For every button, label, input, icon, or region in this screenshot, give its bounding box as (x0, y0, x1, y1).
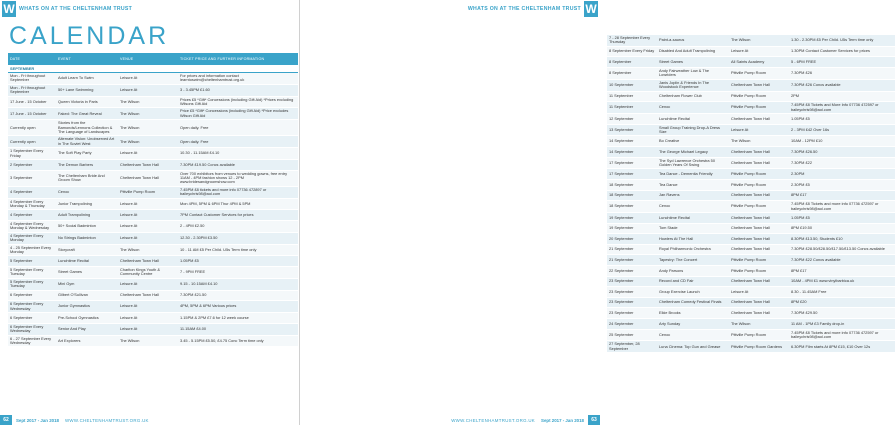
cell-date: 8 September (607, 68, 657, 80)
cell-event: Pre-School Gymnastics (56, 313, 118, 324)
table-row (607, 35, 895, 46)
cell-date: 11 September (607, 102, 657, 114)
cell-venue: Cheltenham Town Hall (729, 308, 789, 319)
cell-venue: The Wilson (118, 136, 178, 148)
table-row (8, 244, 298, 256)
col-header-date: DATE (8, 53, 56, 65)
cell-info: 7PM Contact Customer Services for prices (178, 210, 298, 221)
cell-date: Mon - Fri throughout September (8, 84, 56, 96)
cell-info: 1.30PM Contact Customer Services for prices (789, 46, 895, 57)
cell-info: For prices and information contact learntoswim@cheltenhamtrust.org.uk (178, 72, 298, 84)
col-header-info: TICKET PRICE AND FURTHER INFORMATION (178, 53, 298, 65)
cell-info: Over 700 exhibitors from venues to wedding gowns, free entry 11AM - 4PM fashion shows 12 - 2PM www.bridesandgroomshow.com (178, 170, 298, 186)
cell-info: 7.45PM £8 tickets and more info 07736 472897 or baileychris98@aol.com (178, 186, 298, 198)
cell-event: Luna Cinema: Top Gun and Grease (657, 341, 729, 353)
table-row (607, 124, 895, 136)
table-row (607, 341, 895, 353)
cell-date: 22 September (607, 266, 657, 277)
cell-info: 7.30PM £21.50 (178, 290, 298, 301)
cell-info: 7.30PM £26 (789, 68, 895, 80)
cell-date: 17 September (607, 157, 657, 169)
cell-date: 5 September Every Tuesday (8, 278, 56, 290)
cell-event: Junior Gymnastics (56, 301, 118, 313)
cell-date: 2 September (8, 160, 56, 171)
cell-info: 9.15 - 10.15AM £4.10 (178, 278, 298, 290)
cell-event: Adult Learn To Swim (56, 72, 118, 84)
page-title: CALENDAR (9, 22, 170, 50)
cell-event: Elkie Brooks (657, 308, 729, 319)
table-row (607, 234, 895, 245)
table-row (8, 84, 298, 96)
cell-info: 1.15PM & 2PM £7.6 for 12 week course (178, 313, 298, 324)
cell-date: 17 September (607, 169, 657, 180)
left-page (0, 0, 300, 425)
cell-date: 17 June - 15 October (8, 96, 56, 108)
cell-info: 7.30PM £22 (789, 157, 895, 169)
cell-event: Junior Trampolining (56, 198, 118, 210)
cell-venue: Cheltenham Town Hall (729, 223, 789, 234)
cell-info: 7.30PM £22 Concs available (789, 255, 895, 266)
cell-event: The Syd Lawrence Orchestra 50 Golden Years Of Swing (657, 157, 729, 169)
table-row (8, 186, 298, 198)
cell-info: 4PM, 5PM & 6PM Various prices (178, 301, 298, 313)
cell-event: Jan Ravens (657, 190, 729, 201)
cell-event: Tom Stade (657, 223, 729, 234)
cell-info: 10.30 - 11.15AM £4.10 (178, 148, 298, 160)
cell-venue: Leisure At (729, 287, 789, 298)
cell-info: 8.30 - 11.45AM Free (789, 287, 895, 298)
table-row (607, 169, 895, 180)
w-logo-icon: W (585, 2, 597, 16)
table-row (8, 313, 298, 324)
cell-date: 19 September (607, 213, 657, 224)
cell-date: 18 September (607, 180, 657, 191)
table-row (607, 297, 895, 308)
cell-event: Record and CD Fair (657, 276, 729, 287)
table-row (607, 213, 895, 224)
right-header (300, 0, 600, 18)
cell-date: 23 September (607, 276, 657, 287)
cell-event: Cenoc (657, 329, 729, 341)
cell-venue: Cheltenham Town Hall (729, 234, 789, 245)
cell-info: 7.30PM £29.50 (789, 308, 895, 319)
table-row (8, 96, 298, 108)
table-row (607, 287, 895, 298)
cell-venue: The Wilson (729, 35, 789, 46)
cell-info: 10AM - 4PM £1 www.vinylbarbica.uk (789, 276, 895, 287)
table-row (8, 72, 298, 84)
cell-event: Cenoc (56, 186, 118, 198)
cell-venue: Cheltenham Town Hall (729, 114, 789, 125)
table-row (607, 180, 895, 191)
table-row (607, 308, 895, 319)
cell-date: 3 September (8, 170, 56, 186)
cell-event: Stories from the Bamonds/Lennons Collection & The Language of Landscapes (56, 120, 118, 136)
table-row (607, 201, 895, 213)
table-row (607, 102, 895, 114)
cell-date: Mon - Fri throughout September (8, 72, 56, 84)
cell-date: 14 September (607, 136, 657, 147)
cell-info: 7.30PM £26 Concs available (789, 79, 895, 91)
table-row (8, 278, 298, 290)
footer-date: Sept 2017 - Jan 2018 (16, 417, 59, 423)
cell-date: 4 September Every Monday & Thursday (8, 198, 56, 210)
table-row (607, 223, 895, 234)
cell-event: Howlers At The Hall (657, 234, 729, 245)
cell-venue: Pittville Pump Room (729, 169, 789, 180)
cell-venue: Cheltenham Town Hall (118, 170, 178, 186)
table-row (8, 221, 298, 233)
cell-venue: All Saints Academy (729, 57, 789, 68)
cell-date: 4 - 25 September Every Monday (8, 244, 56, 256)
cell-event: Adult Trampolining (56, 210, 118, 221)
cell-date: 6 September Every Wednesday (8, 301, 56, 313)
table-row (607, 136, 895, 147)
cell-date: 4 September (8, 186, 56, 198)
cell-info: 3 - 3.45PM £1.60 (178, 84, 298, 96)
cell-event: Disabled And Adult Trampolining (657, 46, 729, 57)
cell-info: Mon 4PM, 5PM & 6PM Thur 4PM & 5PM (178, 198, 298, 210)
cell-event: Storycraft (56, 244, 118, 256)
cell-event: Janis Joplin & Friends In The Woodstock Experience (657, 79, 729, 91)
cell-venue: Cheltenham Town Hall (118, 290, 178, 301)
footer-date: Sept 2017 - Jan 2018 (541, 417, 584, 423)
cell-event: Tea Dance - Dementia Friendly (657, 169, 729, 180)
calendar-table-right (607, 35, 895, 353)
cell-date: 11 September (607, 91, 657, 102)
cell-venue: Leisure At (118, 301, 178, 313)
cell-info: 7.45PM £8 Tickets and more info 07736 472597 or baileychris98@aol.com (789, 329, 895, 341)
table-row (607, 244, 895, 255)
cell-date: 5 September Every Tuesday (8, 267, 56, 279)
cell-date: 23 September (607, 308, 657, 319)
cell-event: The George Michael Legacy (657, 147, 729, 158)
table-row (8, 136, 298, 148)
table-row (607, 68, 895, 80)
cell-date: 19 September (607, 223, 657, 234)
table-row (607, 255, 895, 266)
cell-venue: Leisure At (118, 221, 178, 233)
cell-date: 18 September (607, 201, 657, 213)
cell-date: 8 September (607, 57, 657, 68)
table-row (607, 91, 895, 102)
cell-venue: Cheltenham Town Hall (118, 160, 178, 171)
cell-venue: The Wilson (118, 108, 178, 120)
left-footer (0, 415, 299, 425)
cell-info: 7.45PM £8 Tickets and More Info 07736 472597 or baileychris98@aol.com (789, 102, 895, 114)
cell-event: Paint-a-saurus (657, 35, 729, 46)
cell-info: 8.30PM £13.50, Students £10 (789, 234, 895, 245)
footer-url[interactable]: WWW.CHELTENHAMTRUST.ORG.UK (64, 417, 149, 423)
table-row (8, 301, 298, 313)
cell-event: Bo Creative (657, 136, 729, 147)
cell-date: 27 September, 28 September (607, 341, 657, 353)
cell-date: 14 September (607, 147, 657, 158)
cell-info: 2 - 4PM £2.50 (178, 221, 298, 233)
cell-info: Price £5 *Gift* Concessions (including Gift Aid) *Price excludes Wilson Gift Aid (178, 108, 298, 120)
cell-info: 7.30PM £26.50 (789, 147, 895, 158)
cell-event: 50+ Lane Swimming (56, 84, 118, 96)
cell-info: 5 - 6PM FREE (789, 57, 895, 68)
cell-venue: Leisure At (729, 124, 789, 136)
cell-date: 5 September (8, 256, 56, 267)
cell-venue: Cheltenham Town Hall (729, 276, 789, 287)
table-row (8, 120, 298, 136)
cell-event: No Strings Badminton (56, 232, 118, 244)
cell-date: 8 September Every Friday (607, 46, 657, 57)
calendar-table-left (8, 53, 298, 347)
cell-date: 24 September (607, 318, 657, 329)
cell-venue: Pittville Pump Room (729, 201, 789, 213)
cell-venue: Cheltenham Town Hall (729, 157, 789, 169)
cell-event: Faked: The Great Reveal (56, 108, 118, 120)
cell-info: 8PM £19.50 (789, 223, 895, 234)
cell-date: 4 September Every Monday & Wednesday (8, 221, 56, 233)
cell-date: 25 September (607, 329, 657, 341)
cell-info: 2 - 3PM £42 Over 16s (789, 124, 895, 136)
right-page (300, 0, 885, 425)
cell-info: 7.45PM £8 Tickets and more info 07736 472597 or baileychris98@aol.com (789, 201, 895, 213)
cell-info: 2.30PM (789, 169, 895, 180)
table-row (8, 335, 298, 347)
table-row (607, 57, 895, 68)
cell-event: Senior And Play (56, 323, 118, 335)
cell-info: 8PM £17 (789, 266, 895, 277)
w-logo-icon: W (3, 2, 15, 16)
cell-event: Queen Victoria in Paris (56, 96, 118, 108)
table-row (8, 267, 298, 279)
cell-date: 23 September (607, 297, 657, 308)
table-row (8, 160, 298, 171)
cell-info: 11.15AM £4.00 (178, 323, 298, 335)
cell-date: 21 September (607, 244, 657, 255)
cell-date: 4 September Every Monday (8, 232, 56, 244)
table-row (8, 148, 298, 160)
header-text: WHATS ON AT THE CHELTENHAM TRUST (467, 6, 581, 12)
cell-venue: The Wilson (118, 120, 178, 136)
cell-venue: Leisure At (118, 198, 178, 210)
page-number: 63 (588, 415, 600, 425)
cell-event: Cheltenham Comedy Festival Finals (657, 297, 729, 308)
section-row (8, 65, 298, 72)
cell-venue: Pittville Pump Room (118, 186, 178, 198)
cell-date: 6 - 27 September Every Wednesday (8, 335, 56, 347)
table-row (8, 210, 298, 221)
cell-info: 8PM £20 (789, 297, 895, 308)
cell-event: Royal Philharmonic Orchestra (657, 244, 729, 255)
cell-venue: The Wilson (118, 96, 178, 108)
cell-date: Currently open (8, 136, 56, 148)
cell-venue: Pittville Pump Room (729, 329, 789, 341)
table-row (607, 276, 895, 287)
cell-venue: The Wilson (118, 335, 178, 347)
cell-venue: Leisure At (118, 232, 178, 244)
table-row (8, 256, 298, 267)
cell-venue: The Wilson (729, 136, 789, 147)
cell-info: Open daily. Free (178, 136, 298, 148)
cell-date: 4 September (8, 210, 56, 221)
cell-venue: Charlton Kings Youth & Community Centre (118, 267, 178, 279)
cell-event: Cheltenham Flower Club (657, 91, 729, 102)
cell-date: 23 September (607, 287, 657, 298)
cell-venue: Cheltenham Town Hall (729, 213, 789, 224)
cell-event: The Demon Barbers (56, 160, 118, 171)
cell-date: 17 June - 15 October (8, 108, 56, 120)
cell-venue: Cheltenham Town Hall (729, 190, 789, 201)
cell-event: Small Group Training Drop-A Dress Size (657, 124, 729, 136)
cell-event: The Cheltenham Bride And Groom Show (56, 170, 118, 186)
cell-event: Cenoc (657, 201, 729, 213)
cell-info: 10 - 11 AM £5 Per Child. U5s Term time only (178, 244, 298, 256)
cell-event: Tapestry: The Concert (657, 255, 729, 266)
table-row (8, 198, 298, 210)
table-row (8, 232, 298, 244)
cell-event: Mini Gym (56, 278, 118, 290)
cell-info: 10AM - 12PM £10 (789, 136, 895, 147)
cell-event: The Soft Play Party (56, 148, 118, 160)
table-row (607, 79, 895, 91)
table-row (607, 190, 895, 201)
cell-date: 7 - 28 September Every Thursday (607, 35, 657, 46)
cell-venue: Cheltenham Town Hall (729, 147, 789, 158)
cell-info: 12.30 - 2.30PM £3.50 (178, 232, 298, 244)
cell-date: 18 September (607, 190, 657, 201)
cell-date: 21 September (607, 255, 657, 266)
cell-event: Tea Dance (657, 180, 729, 191)
cell-event: Lunchtime Recital (657, 114, 729, 125)
cell-event: Cenoc (657, 102, 729, 114)
cell-venue: Leisure At (729, 46, 789, 57)
cell-event: Street Games (657, 57, 729, 68)
cell-venue: Cheltenham Town Hall (729, 297, 789, 308)
cell-date: 10 September (607, 79, 657, 91)
cell-date: 6 September Every Wednesday (8, 323, 56, 335)
cell-event: Group Exercise Launch (657, 287, 729, 298)
cell-event: Gilbert O'Sullivan (56, 290, 118, 301)
cell-venue: Leisure At (118, 84, 178, 96)
cell-date: 6 September (8, 290, 56, 301)
cell-venue: Pittville Pump Room Gardens (729, 341, 789, 353)
cell-event: Lunchtime Recital (657, 213, 729, 224)
cell-event: Art Explorers (56, 335, 118, 347)
cell-info: 1.05PM £5 (789, 213, 895, 224)
cell-date: 12 September (607, 114, 657, 125)
cell-venue: The Wilson (729, 318, 789, 329)
table-row (607, 114, 895, 125)
cell-date: Currently open (8, 120, 56, 136)
cell-venue: Leisure At (118, 72, 178, 84)
cell-date: 13 September (607, 124, 657, 136)
cell-event: Street Games (56, 267, 118, 279)
cell-info: 2PM (789, 91, 895, 102)
cell-info: 1.05PM £5 (789, 114, 895, 125)
table-row (8, 290, 298, 301)
cell-venue: Cheltenham Town Hall (118, 256, 178, 267)
cell-event: 50+ Social Badminton (56, 221, 118, 233)
cell-date: 20 September (607, 234, 657, 245)
cell-venue: Pittville Pump Room (729, 180, 789, 191)
cell-info: 3.45 - 5.15PM £5.50, £4.75 Conc Term time only (178, 335, 298, 347)
table-row (607, 329, 895, 341)
cell-venue: The Wilson (118, 244, 178, 256)
cell-venue: Pittville Pump Room (729, 266, 789, 277)
table-row (607, 157, 895, 169)
section-label: SEPTEMBER (8, 65, 298, 72)
cell-info: Open daily. Free (178, 120, 298, 136)
cell-event: Andy Parsons (657, 266, 729, 277)
table-header-row (8, 53, 298, 65)
footer-url[interactable]: WWW.CHELTENHAMTRUST.ORG.UK (451, 417, 536, 423)
cell-info: 6.30PM Film starts At 8PM £15, £10 Over 12s (789, 341, 895, 353)
cell-event: Alternate Vision: Unobserved Art in The Soviet West (56, 136, 118, 148)
page-number: 62 (0, 415, 12, 425)
cell-info: 8PM £17 (789, 190, 895, 201)
cell-venue: Leisure At (118, 278, 178, 290)
cell-info: 1.30 - 2.30PM £5 Per Child. U5s Term time only (789, 35, 895, 46)
cell-info: 7.30PM £28.50/£28.50/£17.50/£13.50 Concs available (789, 244, 895, 255)
col-header-venue: VENUE (118, 53, 178, 65)
table-row (607, 266, 895, 277)
table-row (8, 323, 298, 335)
left-header (0, 0, 299, 18)
cell-info: 2.30PM £5 (789, 180, 895, 191)
table-row (607, 318, 895, 329)
table-row (8, 170, 298, 186)
cell-info: 1.05PM £5 (178, 256, 298, 267)
cell-date: 1 September Every Friday (8, 148, 56, 160)
table-row (8, 108, 298, 120)
cell-info: Prices £5 *Gift* Concessions (including Gift Aid) *Prices excluding Wilsons Gift Aid (178, 96, 298, 108)
cell-venue: Pittville Pump Room (729, 255, 789, 266)
cell-venue: Pittville Pump Room (729, 68, 789, 80)
cell-venue: Leisure At (118, 323, 178, 335)
cell-venue: Leisure At (118, 210, 178, 221)
cell-venue: Pittville Pump Room (729, 102, 789, 114)
cell-venue: Leisure At (118, 148, 178, 160)
right-footer (300, 415, 600, 425)
cell-event: Lunchtime Recital (56, 256, 118, 267)
cell-info: 7.30PM £19.50 Concs available (178, 160, 298, 171)
table-row (607, 46, 895, 57)
cell-venue: Cheltenham Town Hall (729, 244, 789, 255)
header-text: WHATS ON AT THE CHELTENHAM TRUST (19, 6, 133, 12)
cell-event: Andy Fairweather Low & The Lowriders (657, 68, 729, 80)
col-header-event: EVENT (56, 53, 118, 65)
cell-info: 7 - 9PM FREE (178, 267, 298, 279)
cell-venue: Leisure At (118, 313, 178, 324)
table-row (607, 147, 895, 158)
cell-info: 11 AM - 1PM £3 Family drop-in (789, 318, 895, 329)
cell-venue: Pittville Pump Room (729, 91, 789, 102)
cell-event: Arty Sunday (657, 318, 729, 329)
cell-date: 6 September (8, 313, 56, 324)
cell-venue: Cheltenham Town Hall (729, 79, 789, 91)
